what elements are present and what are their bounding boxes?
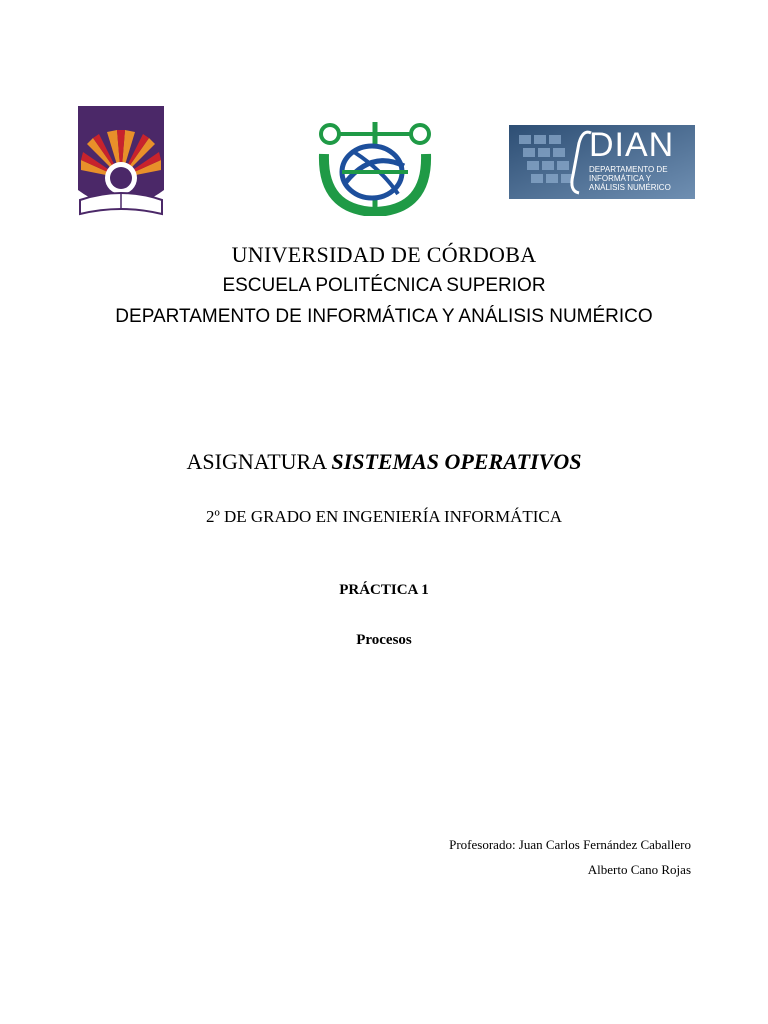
subject-name: SISTEMAS OPERATIVOS (331, 449, 582, 474)
uco-shield-logo (70, 100, 172, 222)
staff-line: Profesorado: Juan Carlos Fernández Caballero (449, 837, 691, 852)
dian-caption-line: DEPARTAMENTO DE (589, 165, 668, 174)
dian-wordmark: DIAN (589, 126, 675, 164)
practice-topic: Procesos (356, 632, 412, 648)
school-name: ESCUELA POLITÉCNICA SUPERIOR (222, 275, 546, 296)
staff-line-2: Alberto Cano Rojas (587, 862, 691, 877)
dian-logo (509, 125, 695, 199)
department-name: DEPARTAMENTO DE INFORMÁTICA Y ANÁLISIS NUMÉRICO (115, 306, 653, 327)
dian-caption-line: INFORMÁTICA Y (589, 174, 652, 183)
subject-title (0, 449, 768, 475)
eps-emblem-logo (312, 120, 438, 216)
university-name: UNIVERSIDAD DE CÓRDOBA (231, 242, 537, 267)
dian-caption-line: ANÁLISIS NUMÉRICO (589, 183, 671, 192)
subject-prefix: ASIGNATURA (186, 449, 326, 474)
degree-line: 2º DE GRADO EN INGENIERÍA INFORMÁTICA (205, 507, 563, 526)
practice-number: PRÁCTICA 1 (339, 582, 429, 598)
